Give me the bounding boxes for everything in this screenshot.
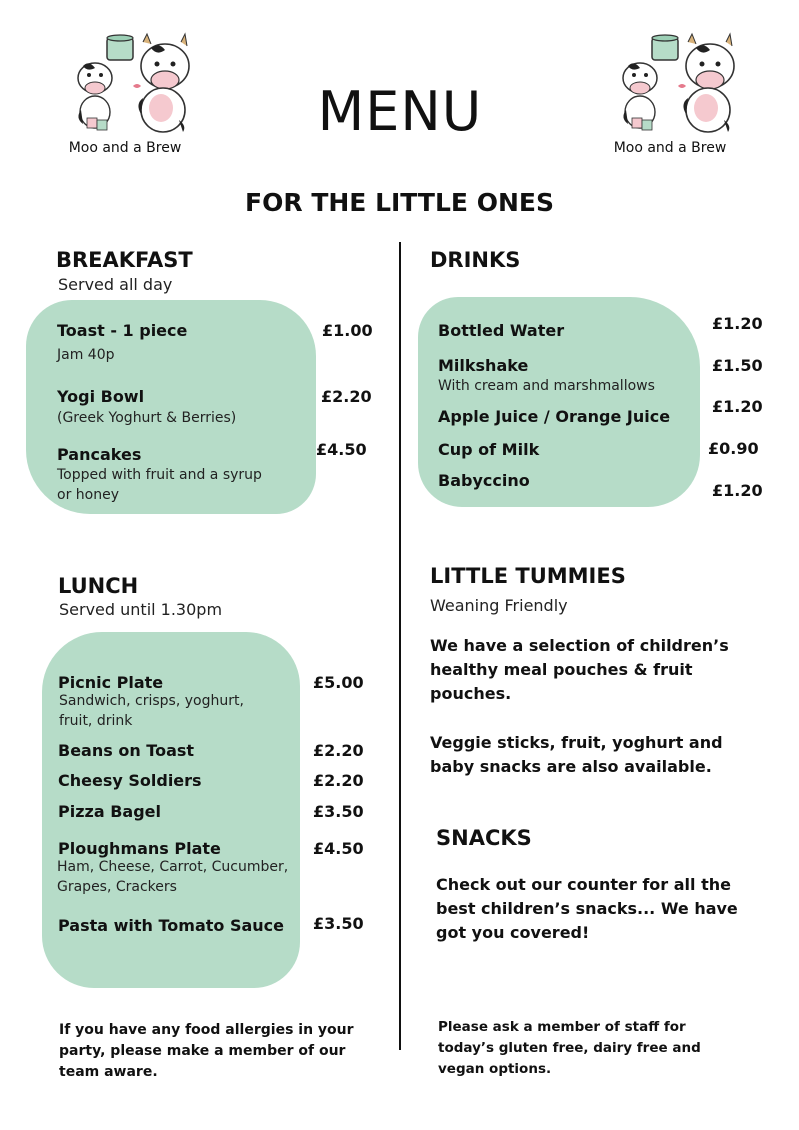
breakfast-title: BREAKFAST xyxy=(56,248,193,272)
drinks-item-price: £1.20 xyxy=(712,314,763,333)
brand-logo-left xyxy=(55,28,205,158)
breakfast-item-desc: (Greek Yoghurt & Berries) xyxy=(57,410,237,426)
lunch-item-desc: Ham, Cheese, Carrot, Cucumber, xyxy=(57,859,289,875)
lunch-item-name: Beans on Toast xyxy=(58,741,195,760)
drinks-item-name: Cup of Milk xyxy=(438,440,540,459)
lunch-item-name: Ploughmans Plate xyxy=(58,839,221,858)
breakfast-item-name: Pancakes xyxy=(57,445,142,464)
cow-mascot-icon xyxy=(55,28,205,138)
lunch-item-desc: Sandwich, crisps, yoghurt, xyxy=(59,693,244,709)
lunch-item-price: £4.50 xyxy=(313,839,364,858)
lunch-item-name: Cheesy Soldiers xyxy=(58,771,202,790)
breakfast-item-name: Yogi Bowl xyxy=(57,387,145,406)
drinks-title: DRINKS xyxy=(430,248,521,272)
lunch-item-price: £2.20 xyxy=(313,771,364,790)
little-tummies-subtitle: Weaning Friendly xyxy=(430,596,568,615)
snacks-title: SNACKS xyxy=(436,826,532,850)
drinks-item-name: Bottled Water xyxy=(438,321,565,340)
drinks-item-price: £1.50 xyxy=(712,356,763,375)
lunch-item-price: £3.50 xyxy=(313,914,364,933)
dietary-options-note: Please ask a member of staff for today’s gluten free, dairy free and vegan options. xyxy=(438,1019,701,1077)
page-subtitle: FOR THE LITTLE ONES xyxy=(245,188,554,217)
brand-name: Moo and a Brew xyxy=(613,140,727,156)
breakfast-item-price: £2.20 xyxy=(321,387,372,406)
drinks-item-price: £0.90 xyxy=(708,439,759,458)
lunch-item-name: Picnic Plate xyxy=(58,673,164,692)
allergy-note: If you have any food allergies in your party, please make a member of our team aware. xyxy=(59,1022,354,1080)
lunch-item-desc: fruit, drink xyxy=(59,713,133,729)
lunch-item-name: Pizza Bagel xyxy=(58,802,161,821)
little-tummies-title: LITTLE TUMMIES xyxy=(430,564,626,588)
drinks-item-price: £1.20 xyxy=(712,397,763,416)
breakfast-subtitle: Served all day xyxy=(58,275,173,294)
snacks-paragraph: Check out our counter for all the best children’s snacks... We have got you covered! xyxy=(436,875,738,942)
drinks-item-desc: With cream and marshmallows xyxy=(438,378,655,394)
breakfast-item-name: Toast - 1 piece xyxy=(57,321,188,340)
lunch-subtitle: Served until 1.30pm xyxy=(59,600,223,619)
drinks-item-name: Apple Juice / Orange Juice xyxy=(438,407,671,426)
drinks-item-price: £1.20 xyxy=(712,481,763,500)
lunch-item-price: £3.50 xyxy=(313,802,364,821)
lunch-item-price: £2.20 xyxy=(313,741,364,760)
drinks-item-name: Milkshake xyxy=(438,356,529,375)
breakfast-item-desc: Jam 40p xyxy=(57,347,115,363)
cow-mascot-icon xyxy=(600,28,750,138)
little-tummies-paragraph: Veggie sticks, fruit, yoghurt and baby snacks are also available. xyxy=(430,733,723,776)
lunch-item-price: £5.00 xyxy=(313,673,364,692)
breakfast-item-desc: or honey xyxy=(57,487,119,503)
page-title: MENU xyxy=(317,80,483,143)
lunch-title: LUNCH xyxy=(58,574,139,598)
breakfast-item-desc: Topped with fruit and a syrup xyxy=(57,467,262,483)
breakfast-item-price: £4.50 xyxy=(316,440,367,459)
breakfast-item-price: £1.00 xyxy=(322,321,373,340)
drinks-item-name: Babyccino xyxy=(438,471,530,490)
little-tummies-paragraph: We have a selection of children’s healthy meal pouches & fruit pouches. xyxy=(430,636,729,703)
column-divider xyxy=(399,242,401,1050)
brand-logo-right xyxy=(600,28,750,158)
lunch-item-desc: Grapes, Crackers xyxy=(57,879,177,895)
lunch-item-name: Pasta with Tomato Sauce xyxy=(58,916,285,935)
brand-name: Moo and a Brew xyxy=(68,140,182,156)
